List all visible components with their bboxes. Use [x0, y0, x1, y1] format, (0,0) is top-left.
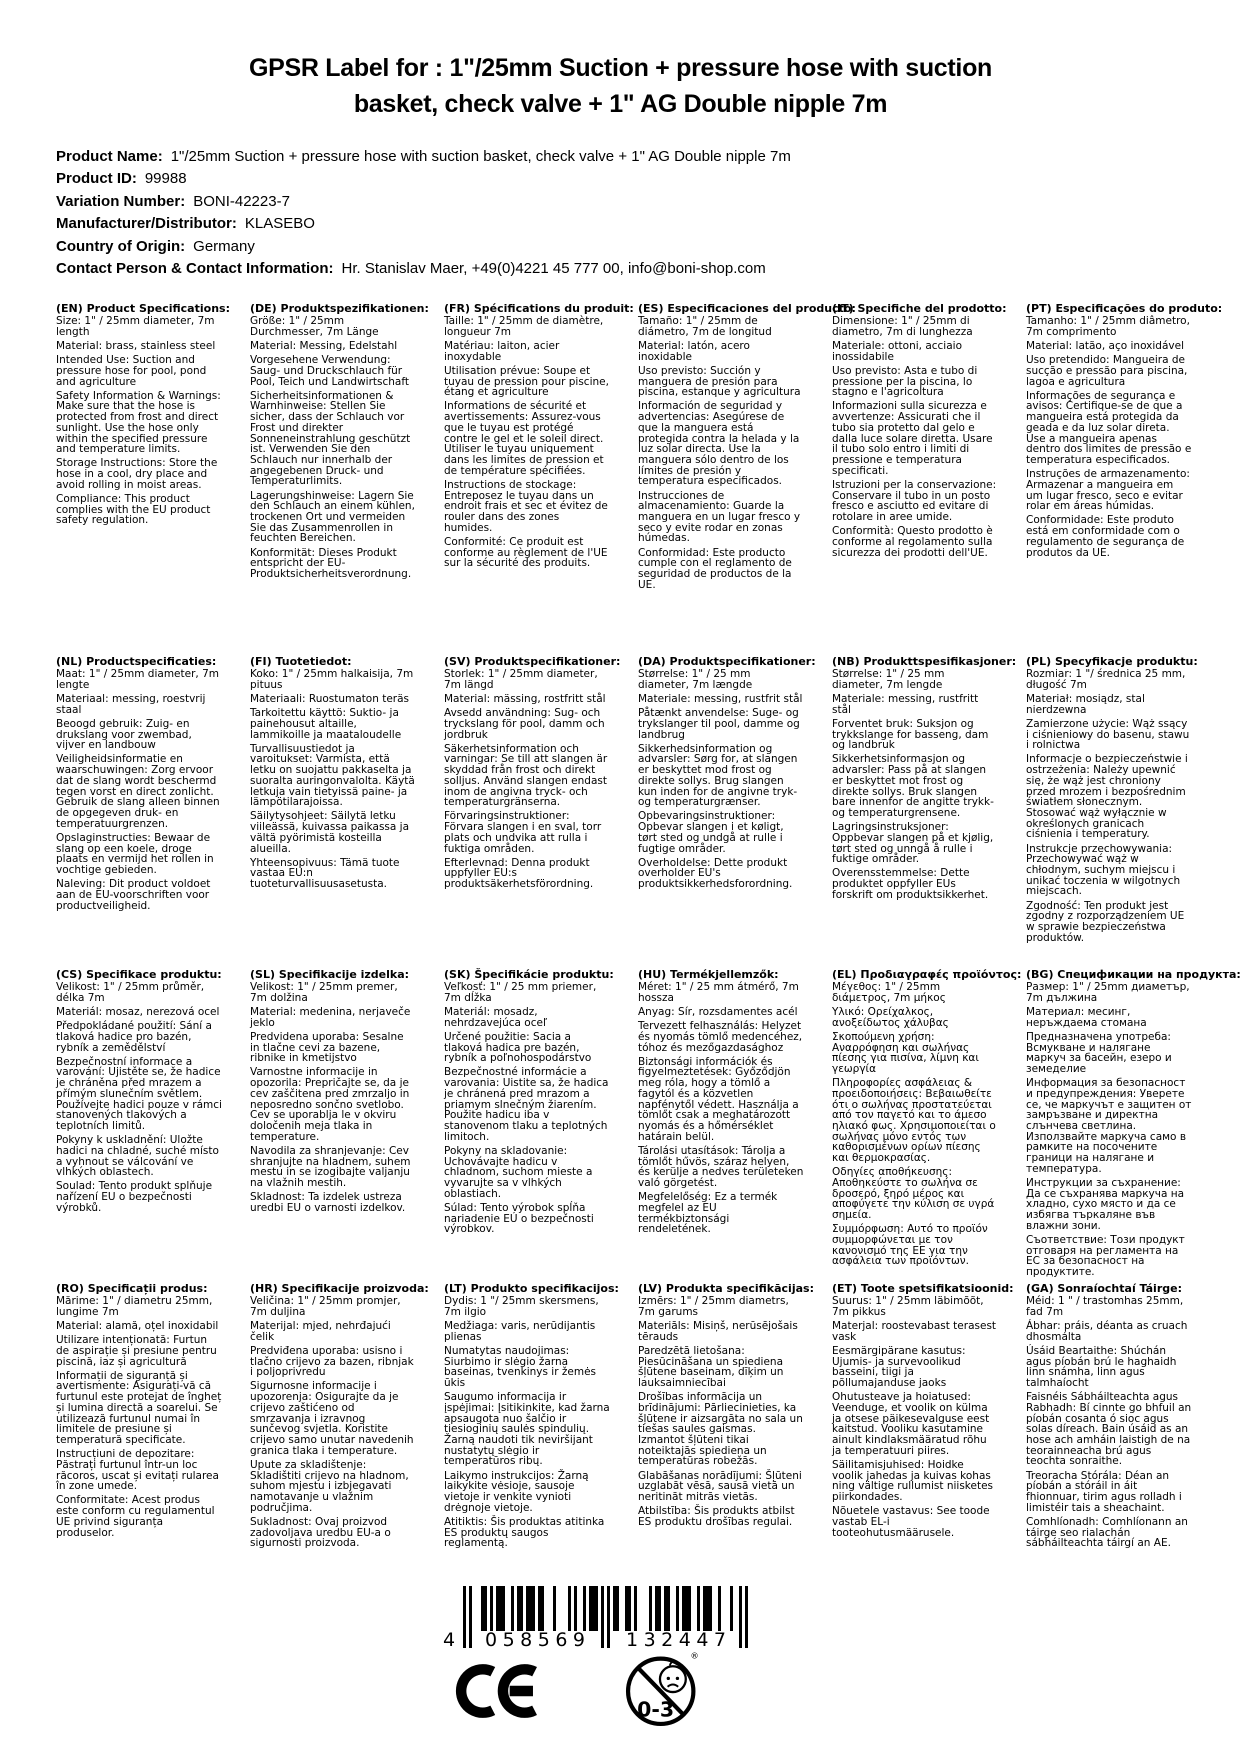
spec-paragraph: Materiaal: messing, roestvrij staal: [56, 692, 206, 716]
spec-block-fr: [444, 302, 634, 655]
spec-paragraph: Predvidena uporaba: Sesalne in tlačne cevi za bazene, ribnike in kmetijstvo: [250, 1030, 404, 1065]
spec-heading: (BG) Спецификации на продукта:: [1026, 968, 1241, 981]
page-title: [0, 50, 1241, 122]
spec-paragraph: Maat: 1" / 25mm diameter, 7m lengte: [56, 668, 219, 691]
spec-paragraph: Uso previsto: Asta e tubo di pressione per la piscina, lo stagno e l'agricoltura: [832, 364, 978, 399]
spec-heading: (NB) Produkttspesifikasjoner:: [832, 655, 1017, 668]
spec-paragraph: Materijal: mjed, nehrđajući čelik: [250, 1319, 391, 1343]
product-info-value: 1"/25mm Suction + pressure hose with suction basket, check valve + 1" AG Double nipple 7m: [170, 148, 791, 165]
spec-heading: (ES) Especificaciones del producto:: [638, 302, 856, 315]
spec-paragraph: Συμμόρφωση: Αυτό το προϊόν συμμορφώνεται με τον κανονισμό της ΕΕ για την ασφάλεια των προϊόντων.: [832, 1223, 988, 1268]
spec-block-fi: [250, 655, 416, 968]
spec-paragraph: Conformité: Ce produit est conforme au règlement de l'UE sur la sécurité des produits.: [444, 535, 608, 570]
spec-block-ga: [1026, 1282, 1192, 1552]
spec-heading: (SV) Produktspecifikationer:: [444, 655, 621, 668]
spec-paragraph: Sikkerhetsinformasjon og advarsler: Pass på at slangen er beskyttet mot frost og direkte sollys. Bruk slangen bare innenfor de angitte trykk- og temperaturgrensene.: [832, 753, 994, 819]
spec-paragraph: Konformität: Dieses Produkt entspricht der EU-Produktsicherheitsverordnung.: [250, 546, 412, 580]
product-info-value: BONI-42223-7: [193, 192, 290, 210]
spec-block-de: [250, 302, 429, 655]
spec-paragraph: Matériau: laiton, acier inoxydable: [444, 339, 560, 363]
spec-paragraph: Pokyny k uskladnění: Uložte hadici na chladné, suché místo a vyhnout se válcování ve vlhkých oblastech.: [56, 1134, 219, 1179]
spec-paragraph: Velikost: 1" / 25mm premer, 7m dolžina: [250, 981, 398, 1004]
spec-paragraph: Sukladnost: Ovaj proizvod zadovoljava uredbu EU-a o sigurnosti proizvoda.: [250, 1515, 391, 1550]
age-range-label: 0-3: [637, 1697, 675, 1722]
barcode-left-digits: 058569: [485, 1629, 585, 1650]
spec-paragraph: Drošības informācija un brīdinājumi: Pārliecinieties, ka šļūtene ir aizsargāta no sala un tiešas saules gaismas. Izmantot šļūteni tikai noteiktajās spiediena un temperatūras robežās.: [638, 1391, 803, 1468]
spec-paragraph: Storlek: 1" / 25mm diameter, 7m längd: [444, 668, 598, 691]
spec-paragraph: Ábhar: práis, déanta as cruach dhosmálta: [1026, 1319, 1188, 1343]
spec-paragraph: Avsedd användning: Sug- och tryckslang för pool, damm och jordbruk: [444, 707, 605, 741]
spec-paragraph: Izmērs: 1" / 25mm diametrs, 7m garums: [638, 1295, 789, 1318]
spec-paragraph: Sikkerhedsinformation og advarsler: Sørg for, at slangen er beskyttet mod frost og direkte sollys. Brug slangen kun inden for de angivne tryk- og temperaturgrænser.: [638, 742, 798, 809]
spec-heading: (PL) Specyfikacje produktu:: [1026, 655, 1198, 668]
product-info-label: Contact Person & Contact Information:: [56, 260, 334, 278]
spec-heading: (EN) Product Specifications:: [56, 302, 230, 315]
spec-paragraph: Dimensione: 1" / 25mm di diametro, 7m di lunghezza: [832, 315, 973, 338]
product-info-label: Product ID:: [56, 170, 137, 188]
spec-paragraph: Turvallisuustiedot ja varoitukset: Varmista, että letku on suojattu pakkaselta ja suoralta auringonvalolta. Käytä letkuja vain tietyissä paine- ja lämpötilarajoissa.: [250, 742, 415, 809]
spec-paragraph: Conformidade: Este produto está em conformidade com o regulamento de segurança de produtos da UE.: [1026, 514, 1185, 559]
spec-paragraph: Storage Instructions: Store the hose in a cool, dry place and avoid rolling in moist areas.: [56, 457, 218, 491]
spec-paragraph: Intended Use: Suction and pressure hose for pool, pond and agriculture: [56, 354, 207, 388]
spec-paragraph: Zamierzone użycie: Wąż ssący i ciśnieniowy do basenu, stawu i rolnictwa: [1026, 717, 1190, 752]
spec-paragraph: Určené použitie: Sacia a tlaková hadica pre bazén, rybník a poľnohospodárstvo: [444, 1030, 592, 1065]
spec-paragraph: Informations de sécurité et avertissements: Assurez-vous que le tuyau est protégé contre le gel et le soleil direct. Utiliser le tuyau uniquement dans les limites de pression et de température spécifiées.: [444, 400, 604, 477]
spec-heading: (HU) Termékjellemzők:: [638, 968, 779, 981]
product-info-row: [56, 236, 1186, 258]
spec-block-hr: [250, 1282, 429, 1552]
spec-paragraph: Informazioni sulla sicurezza e avvertenze: Assicurati che il tubo sia protetto dal gelo e dalla luce solare diretta. Usare il tubo solo entro i limiti di pressione e temperatura specificati.: [832, 400, 993, 477]
spec-paragraph: Informações de segurança e avisos: Certifique-se de que a mangueira está protegida da geada e da luz solar direta. Use a mangueira apenas dentro dos limites de pressão e temperatura especificados.: [1026, 389, 1192, 466]
spec-heading: (HR) Specifikacije proizvoda:: [250, 1282, 429, 1295]
spec-paragraph: Tárolási utasítások: Tárolja a tömlőt hűvös, száraz helyen, és kerülje a nedves területeken való görgetést.: [638, 1144, 804, 1189]
spec-paragraph: Material: latão, aço inoxidável: [1026, 339, 1184, 352]
page-title-line2: basket, check valve + 1" AG Double nipple 7m: [353, 90, 888, 118]
spec-paragraph: Utilizare intenționată: Furtun de aspirație și presiune pentru piscină, iaz și agricultură: [56, 1334, 217, 1368]
product-info-row: [56, 146, 1186, 168]
spec-paragraph: Instruções de armazenamento: Armazenar a mangueira em um lugar fresco, seco e evitar rolar em áreas húmidas.: [1026, 468, 1190, 513]
spec-block-bg: [1026, 968, 1241, 1282]
spec-paragraph: Opbevaringsinstruktioner: Opbevar slangen i et køligt, tørt sted og undgå at rulle i fugtige områder.: [638, 810, 784, 855]
spec-paragraph: Instructions de stockage: Entreposez le tuyau dans un endroit frais et sec et évitez de rouler dans des zones humides.: [444, 478, 608, 534]
spec-paragraph: Conformidad: Este producto cumple con el reglamento de seguridad de productos de la UE.: [638, 546, 792, 591]
spec-paragraph: Saugumo informacija ir įspėjimai: Įsitikinkite, kad žarna apsaugota nuo šalčio ir tiesioginių saulės spindulių. Žarną naudoti tik neviršijant nustatytų slėgio ir temperatūros ribų.: [444, 1391, 610, 1468]
spec-paragraph: Material: brass, stainless steel: [56, 339, 216, 352]
spec-heading: (SK) Špecifikácie produktu:: [444, 968, 614, 981]
spec-paragraph: Overensstemmelse: Dette produktet oppfyller EUs forskrift om produktsikkerhet.: [832, 867, 989, 901]
spec-heading: (DA) Produktspecifikationer:: [638, 655, 816, 668]
spec-paragraph: Taille: 1" / 25mm de diamètre, longueur 7m: [444, 315, 604, 338]
product-info-label: Manufacturer/Distributor:: [56, 215, 237, 233]
spec-paragraph: Size: 1" / 25mm diameter, 7m length: [56, 315, 215, 338]
spec-paragraph: Påtænkt anvendelse: Suge- og trykslanger til pool, damme og landbrug: [638, 707, 800, 741]
spec-paragraph: Σκοπούμενη χρήση: Αναρρόφηση και σωλήνας πίεσης για πισίνα, λίμνη και γεωργία: [832, 1030, 979, 1075]
spec-paragraph: Velikost: 1" / 25mm průměr, délka 7m: [56, 981, 205, 1004]
spec-paragraph: Dydis: 1 "/ 25mm skersmens, 7m ilgio: [444, 1295, 599, 1318]
spec-heading: (FR) Spécifications du produit:: [444, 302, 634, 315]
product-info-row: [56, 168, 1186, 190]
spec-paragraph: Atitiktis: Šis produktas atitinka ES produktų saugos reglamentą.: [444, 1515, 605, 1550]
barcode: [441, 1586, 751, 1654]
spec-paragraph: Laikymo instrukcijos: Žarną laikykite vėsioje, sausoje vietoje ir venkite vynioti drėgnoje vietoje.: [444, 1469, 589, 1514]
spec-paragraph: Méret: 1" / 25 mm átmérő, 7m hossza: [638, 981, 799, 1004]
spec-paragraph: Conformità: Questo prodotto è conforme al regolamento sulla sicurezza dei prodotti dell'UE.: [832, 525, 993, 559]
spec-heading: (NL) Productspecificaties:: [56, 655, 217, 668]
spec-block-es: [638, 302, 856, 655]
spec-paragraph: Megfelelőség: Ez a termék megfelel az EU termékbiztonsági rendeletének.: [638, 1191, 778, 1236]
spec-paragraph: Material: mässing, rostfritt stål: [444, 692, 606, 705]
spec-paragraph: Materjal: roostevabast terasest vask: [832, 1319, 997, 1343]
product-info-label: Variation Number:: [56, 192, 186, 210]
spec-paragraph: Numatytas naudojimas: Siurbimo ir slėgio žarna baseinas, tvenkinys ir žemės ūkis: [444, 1344, 597, 1389]
ean-barcode: [441, 1586, 751, 1650]
spec-paragraph: Overholdelse: Dette produkt overholder EU's produktsikkerhedsforordning.: [638, 856, 793, 891]
spec-block-sk: [444, 968, 614, 1282]
spec-paragraph: Μέγεθος: 1" / 25mm διάμετρος, 7m μήκος: [832, 981, 946, 1004]
barcode-prefix-digit: 4: [443, 1629, 456, 1650]
spec-paragraph: Suurus: 1" / 25mm läbimõõt, 7m pikkus: [832, 1295, 984, 1318]
spec-block-nl: [56, 655, 222, 968]
spec-paragraph: Navodila za shranjevanje: Cev shranjujte na hladnem, suhem mestu in se izogibajte valjanju na vlažnih mestih.: [250, 1144, 411, 1189]
spec-paragraph: Soulad: Tento produkt splňuje nařízení EU o bezpečnosti výrobků.: [56, 1180, 213, 1214]
spec-paragraph: Sigurnosne informacije i upozorenja: Osigurajte da je crijevo zaštićeno od smrzavanja i izravnog sunčevog svjetla. Koristite crijevo samo unutar navedenih granica tlaka i temperature.: [250, 1380, 414, 1457]
spec-paragraph: Opslaginstructies: Bewaar de slang op een koele, droge plaats en vermijd het rollen in vochtige gebieden.: [56, 831, 214, 876]
spec-paragraph: Material: Messing, Edelstahl: [250, 339, 398, 352]
spec-block-lt: [444, 1282, 619, 1552]
spec-paragraph: Материал: месинг, неръждаема стомана: [1026, 1005, 1147, 1029]
spec-paragraph: Información de seguridad y advertencias: Asegúrese de que la manguera está protegida contra la helada y la luz solar directa. Use la manguera sólo dentro de los límites de presión y temperatura especificados.: [638, 400, 800, 488]
spec-paragraph: Bezpečnostní informace a varování: Ujistěte se, že hadice je chráněna před mrazem a přímým slunečním světlem. Používejte hadici pouze v rámci stanovených tlakových a teplotních limitů.: [56, 1055, 222, 1132]
spec-heading: (EL) Προδιαγραφές προϊόντος:: [832, 968, 1022, 981]
spec-block-ro: [56, 1282, 222, 1552]
spec-paragraph: Размер: 1" / 25mm диаметър, 7m дължина: [1026, 981, 1190, 1004]
spec-block-da: [638, 655, 816, 968]
spec-heading: (GA) Sonraíochtaí Táirge:: [1026, 1282, 1182, 1295]
product-info-value: 99988: [144, 170, 187, 188]
spec-paragraph: Tamaño: 1" / 25mm de diámetro, 7m de longitud: [638, 315, 772, 338]
spec-paragraph: Rozmiar: 1 "/ średnica 25 mm, długość 7m: [1026, 668, 1186, 691]
spec-paragraph: Säilytysohjeet: Säilytä letku viileässä, kuivassa paikassa ja vältä pyörimistä kosteilla alueilla.: [250, 810, 410, 855]
spec-paragraph: Tamanho: 1" / 25mm diâmetro, 7m comprimento: [1026, 315, 1190, 338]
spec-heading: (RO) Specificații produs:: [56, 1282, 208, 1295]
spec-paragraph: Beoogd gebruik: Zuig- en drukslang voor zwembad, vijver en landbouw: [56, 717, 192, 752]
spec-paragraph: Efterlevnad: Denna produkt uppfyller EU:s produktsäkerhetsförordning.: [444, 856, 594, 891]
spec-block-pt: [1026, 302, 1223, 655]
spec-paragraph: Instrukcje przechowywania: Przechowywać wąż w chłodnym, suchym miejscu i unikać toczenia w wilgotnych miejscach.: [1026, 842, 1181, 898]
spec-paragraph: Materiale: ottoni, acciaio inossidabile: [832, 339, 962, 363]
spec-paragraph: Material: medenina, nerjaveče jeklo: [250, 1005, 411, 1029]
spec-paragraph: Größe: 1" / 25mm Durchmesser, 7m Länge: [250, 315, 379, 338]
spec-paragraph: Materiāls: Misiņš, nerūsējošais tērauds: [638, 1319, 798, 1343]
spec-paragraph: Uso pretendido: Mangueira de sucção e pressão para piscina, lagoa e agricultura: [1026, 354, 1188, 388]
spec-paragraph: Eesmärgipärane kasutus: Ujumis- ja survevoolikud basseini, tiigi ja põllumajanduse jaoks: [832, 1344, 966, 1389]
product-info-row: [56, 258, 1186, 280]
spec-block-sl: [250, 968, 416, 1282]
spec-paragraph: Anyag: Sír, rozsdamentes acél: [638, 1005, 798, 1018]
spec-heading: (PT) Especificações do produto:: [1026, 302, 1223, 315]
spec-block-el: [832, 968, 1022, 1282]
ce-mark-icon: [455, 1664, 537, 1722]
page-title-line1: GPSR Label for : 1"/25mm Suction + pressure hose with suction: [248, 54, 993, 82]
product-info-label: Country of Origin:: [56, 237, 186, 255]
spec-paragraph: Materiál: mosadz, nehrdzavejúca oceľ: [444, 1005, 547, 1029]
spec-paragraph: Glabāšanas norādījumi: Šļūteni uzglabāt vēsā, sausā vietā un neritināt mitrās vietās.: [638, 1469, 802, 1503]
spec-paragraph: Tarkoitettu käyttö: Suktio- ja painehousut altaille, lammikoille ja maataloudelle: [250, 707, 402, 741]
spec-heading: (LV) Produkta specifikācijas:: [638, 1282, 814, 1295]
spec-paragraph: Ohutusteave ja hoiatused: Veenduge, et voolik on külma ja otsese päikesevalguse eest kaitstud. Vooliku kasutamine ainult kindlaksmääratud rõhu ja temperatuuri piires.: [832, 1391, 990, 1457]
spec-paragraph: Atbilstība: Šis produkts atbilst ES produktu drošības regulai.: [638, 1505, 795, 1528]
spec-paragraph: Istruzioni per la conservazione: Conservare il tubo in un posto fresco e asciutto ed evitare di rotolare in aree umide.: [832, 478, 997, 523]
spec-paragraph: Vorgesehene Verwendung: Saug- und Druckschlauch für Pool, Teich und Landwirtschaft: [250, 354, 409, 388]
spec-block-nb: [832, 655, 1017, 968]
spec-paragraph: Nõuetele vastavus: See toode vastab EL-i tooteohutusmäärusele.: [832, 1505, 990, 1539]
spec-paragraph: Materiale: messing, rustfritt stål: [832, 692, 979, 716]
product-info: [56, 146, 1186, 280]
spec-heading: (CS) Specifikace produktu:: [56, 968, 222, 981]
registered-trademark-symbol: ®: [690, 1650, 699, 1661]
spec-paragraph: Съответствие: Този продукт отговаря на регламента на ЕС за безопасност на продуктите.: [1026, 1233, 1185, 1279]
spec-block-it: [832, 302, 1007, 655]
spec-paragraph: Yhteensopivuus: Tämä tuote vastaa EU:n tuoteturvallisuusasetusta.: [250, 856, 400, 891]
spec-paragraph: Naleving: Dit product voldoet aan de EU-voorschriften voor productveiligheid.: [56, 878, 211, 912]
spec-paragraph: Säkerhetsinformation och varningar: Se till att slangen är skyddad från frost och direkt solljus. Använd slangen endast inom de angivna tryck- och temperaturgränserna.: [444, 742, 608, 809]
spec-block-en: [56, 302, 230, 655]
spec-paragraph: Sicherheitsinformationen & Warnhinweise: Stellen Sie sicher, dass der Schlauch vor Frost und direkter Sonneneinstrahlung geschützt ist. Verwenden Sie den Schlauch nur innerhalb der angegebenen Druck- und Temperaturlimits.: [250, 389, 411, 488]
spec-block-lv: [638, 1282, 814, 1552]
spec-heading: (ET) Toote spetsifikatsioonid:: [832, 1282, 1014, 1295]
spec-block-pl: [1026, 655, 1198, 968]
spec-paragraph: Veličina: 1" / 25mm promjer, 7m duljina: [250, 1295, 401, 1318]
spec-paragraph: Varnostne informacije in opozorila: Prepričajte se, da je cev zaščitena pred zmrzaljo in neposredno sončno svetlobo. Cev se uporablja le v okviru določenih meja tlaka in temperature.: [250, 1066, 410, 1143]
barcode-right-digits: 132447: [626, 1629, 726, 1650]
product-info-value: Hr. Stanislav Maer, +49(0)4221 45 777 00, info@boni-shop.com: [341, 260, 766, 278]
spec-paragraph: Treoracha Stórála: Déan an píobán a stóráil in áit fhionnuar, tirim agus rolladh i limistéir tais a sheachaint.: [1026, 1469, 1182, 1514]
spec-block-cs: [56, 968, 222, 1282]
spec-paragraph: Lagerungshinweise: Lagern Sie den Schlauch an einem kühlen, trockenen Ort und vermeiden Sie das Zusammenrollen in feuchten Bereichen.: [250, 489, 415, 545]
spec-paragraph: Предназначена употреба: Всмукване и налягане маркуч за басейн, езеро и земеделие: [1026, 1030, 1172, 1075]
spec-block-hu: [638, 968, 804, 1282]
spec-paragraph: Úsáid Beartaithe: Shúchán agus píobán brú le haghaidh linn snámha, linn agus talmhaíocht: [1026, 1344, 1177, 1389]
spec-paragraph: Upute za skladištenje: Skladištiti crijevo na hladnom, suhom mjestu i izbjegavati namotavanje u vlažnim područjima.: [250, 1458, 409, 1514]
spec-paragraph: Materiale: messing, rustfrit stål: [638, 692, 803, 705]
spec-paragraph: Инструкции за съхранение: Да се съхранява маркуча на хладно, сухо място и да се избягва търкаляне във влажни зони.: [1026, 1176, 1185, 1232]
product-info-label: Product Name:: [56, 148, 163, 165]
spec-paragraph: Lagringsinstruksjoner: Oppbevar slangen på et kjølig, tørt sted og unngå å rulle i fuktige områder.: [832, 821, 994, 866]
product-info-row: [56, 213, 1186, 235]
spec-paragraph: Zgodność: Ten produkt jest zgodny z rozporządzeniem UE w sprawie bezpieczeństwa produktów.: [1026, 899, 1185, 944]
spec-paragraph: Méid: 1 " / trastomhas 25mm, fad 7m: [1026, 1295, 1184, 1318]
spec-paragraph: Compliance: This product complies with the EU product safety regulation.: [56, 493, 211, 527]
spec-paragraph: Material: latón, acero inoxidable: [638, 339, 750, 363]
spec-paragraph: Koko: 1" / 25mm halkaisija, 7m pituus: [250, 668, 414, 691]
spec-paragraph: Mărime: 1" / diametru 25mm, lungime 7m: [56, 1295, 213, 1318]
spec-paragraph: Forventet bruk: Suksjon og trykkslange for basseng, dam og landbruk: [832, 717, 989, 752]
spec-paragraph: Säilitamisjuhised: Hoidke voolik jahedas ja kuivas kohas ning vältige rullumist niisketes piirkondades.: [832, 1458, 993, 1503]
spec-paragraph: Υλικό: Ορείχαλκος, ανοξείδωτος χάλυβας: [832, 1005, 949, 1029]
spec-paragraph: Předpokládané použití: Sání a tlaková hadice pro bazén, rybník a zemědělství: [56, 1020, 212, 1054]
spec-heading: (FI) Tuotetiedot:: [250, 655, 352, 668]
age-warning-0-3-icon: [625, 1648, 701, 1731]
spec-paragraph: Materiaali: Ruostumaton teräs: [250, 692, 410, 705]
spec-paragraph: Πληροφορίες ασφάλειας & προειδοποιήσεις: Βεβαιωθείτε ότι ο σωλήνας προστατεύεται από τον παγετό και το άμεσο ηλιακό φως. Χρησιμοποιείται ο σωλήνας μόνο εντός των καθορισμένων ορίων πίεσης και θερμοκρασίας.: [832, 1077, 996, 1165]
spec-paragraph: Størrelse: 1" / 25 mm diameter, 7m lengde: [832, 668, 945, 691]
spec-heading: (LT) Produkto specifikacijos:: [444, 1282, 619, 1295]
spec-paragraph: Conformitate: Acest produs este conform cu regulamentul UE privind siguranța produselor.: [56, 1494, 215, 1539]
spec-paragraph: Materiał: mosiądz, stal nierdzewna: [1026, 692, 1145, 716]
spec-paragraph: Comhlíonadh: Comhlíonann an táirge seo rialachán sábháilteachta táirgí an AE.: [1026, 1515, 1188, 1550]
spec-paragraph: Bezpečnostné informácie a varovania: Uistite sa, že hadica je chránená pred mrazom a priamym slnečným žiarením. Použite hadicu iba v stanovenom tlaku a teplotných limitoch.: [444, 1066, 609, 1143]
spec-paragraph: Súlad: Tento výrobok spĺňa nariadenie EÚ o bezpečnosti výrobkov.: [444, 1201, 594, 1236]
spec-paragraph: Информация за безопасност и предупреждения: Уверете се, че маркучът е защитен от замръзване и директна слънчева светлина. Използвайте маркуча само в рамките на посочените граници на налягане и температура.: [1026, 1077, 1192, 1175]
spec-heading: (SL) Specifikacije izdelka:: [250, 968, 410, 981]
spec-paragraph: Instrucțiuni de depozitare: Păstrați furtunul într-un loc răcoros, uscat și evitați rularea în zone umede.: [56, 1448, 219, 1493]
spec-paragraph: Materiál: mosaz, nerezová ocel: [56, 1005, 220, 1018]
spec-paragraph: Faisnéis Sábháilteachta agus Rabhadh: Bí cinnte go bhfuil an píobán cosanta ó sioc agus solas díreach. Bain úsáid as an hose ach amháin laistigh de na teorainneacha brú agus teochta sonraithe.: [1026, 1391, 1192, 1468]
spec-block-sv: [444, 655, 621, 968]
spec-paragraph: Safety Information & Warnings: Make sure that the hose is protected from frost and direct sunlight. Use the hose only within the specified pressure and temperature limits.: [56, 389, 221, 456]
spec-paragraph: Størrelse: 1" / 25 mm diameter, 7m længde: [638, 668, 753, 691]
spec-paragraph: Material: alamă, oțel inoxidabil: [56, 1319, 219, 1332]
spec-paragraph: Veiligheidsinformatie en waarschuwingen: Zorg ervoor dat de slang wordt beschermd tegen vorst en direct zonlicht. Gebruik de slang alleen binnen de opgegeven druk- en temperatuurgrenzen.: [56, 753, 220, 830]
spec-heading: (DE) Produktspezifikationen:: [250, 302, 429, 315]
product-info-row: [56, 191, 1186, 213]
spec-paragraph: Predviđena uporaba: usisno i tlačno crijevo za bazen, ribnjak i poljoprivredu: [250, 1344, 414, 1379]
product-info-value: Germany: [193, 237, 255, 255]
spec-paragraph: Οδηγίες αποθήκευσης: Αποθηκεύστε το σωλήνα σε δροσερό, ξηρό μέρος και αποφύγετε την κύλιση σε υγρά σημεία.: [832, 1166, 995, 1222]
spec-paragraph: Pokyny na skladovanie: Uchovávajte hadicu v chladnom, suchom mieste a vyvarujte sa v vlhkých oblastiach.: [444, 1144, 593, 1200]
spec-paragraph: Veľkosť: 1" / 25 mm priemer, 7m dĺžka: [444, 981, 597, 1004]
spec-paragraph: Tervezett felhasználás: Helyzet és nyomás tömlő medencéhez, tóhoz és mezőgazdasághoz: [638, 1020, 803, 1054]
spec-paragraph: Skladnost: Ta izdelek ustreza uredbi EU o varnosti izdelkov.: [250, 1191, 406, 1214]
spec-paragraph: Informacje o bezpieczeństwie i ostrzeżenia: Należy upewnić się, że wąż jest chroniony przed mrozem i bezpośrednim światłem słonecznym. Stosować wąż wyłącznie w określonych granicach ciśnienia i temperatury.: [1026, 753, 1188, 841]
spec-paragraph: Förvaringsinstruktioner: Förvara slangen i en sval, torr plats och undvika att rulla i fuktiga områden.: [444, 810, 602, 855]
specs-grid: [56, 302, 1241, 1552]
spec-paragraph: Medžiaga: varis, nerūdijantis plienas: [444, 1319, 596, 1343]
spec-paragraph: Utilisation prévue: Soupe et tuyau de pression pour piscine, étang et agriculture: [444, 364, 609, 399]
spec-paragraph: Uso previsto: Succión y manguera de presión para piscina, estanque y agricultura: [638, 364, 801, 399]
spec-paragraph: Informații de siguranță și avertismente: Asigurați-vă că furtunul este protejat de îngheț și lumina directă a soarelui. Se utilizează furtunul numai în limitele de presiune și temperatură specificate.: [56, 1369, 222, 1446]
spec-paragraph: Paredzētā lietošana: Piesūcināšana un spiediena šļūtene baseinam, dīķim un lauksaimniecībai: [638, 1344, 784, 1389]
spec-block-et: [832, 1282, 1014, 1552]
product-info-value: KLASEBO: [244, 215, 315, 233]
spec-paragraph: Instrucciones de almacenamiento: Guarde la manguera en un lugar fresco y seco y evite rodar en zonas húmedas.: [638, 489, 801, 545]
spec-heading: (IT) Specifiche del prodotto:: [832, 302, 1007, 315]
spec-paragraph: Biztonsági információk és figyelmeztetések: Győződjön meg róla, hogy a tömlő a fagytól és a közvetlen napfénytől védett. Használja a tömlőt csak a meghatározott nyomás és a hőmérséklet határain belül.: [638, 1055, 799, 1143]
